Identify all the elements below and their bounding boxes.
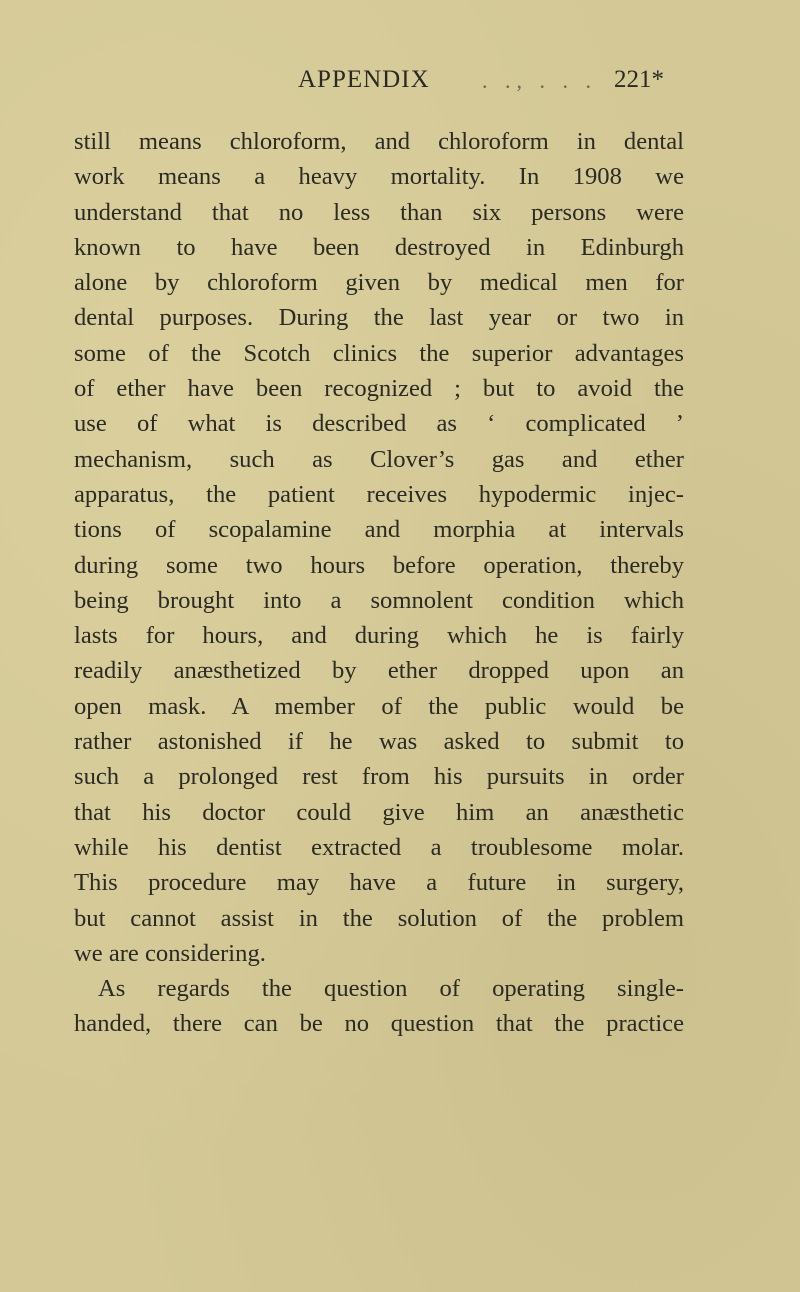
text-line: use of what is described as ‘ complicated ’ — [74, 410, 684, 438]
text-line: handed, there can be no question that the practice — [74, 1010, 684, 1038]
text-line: alone by chloroform given by medical men for — [74, 269, 684, 297]
text-line: such a prolonged rest from his pursuits in order — [74, 763, 684, 791]
text-line: apparatus, the patient receives hypodermic injec- — [74, 480, 684, 508]
text-line: mechanism, such as Clover’s gas and ether — [74, 445, 684, 473]
body-text — [74, 124, 684, 1042]
text-line: known to have been destroyed in Edinburgh — [74, 233, 684, 261]
paragraph-2 — [74, 971, 684, 1042]
text-line: As regards the question of operating single- — [98, 975, 684, 1003]
text-line: open mask. A member of the public would be — [74, 692, 684, 720]
running-head: APPENDIX — [298, 66, 430, 93]
text-line: still means chloroform, and chloroform in dental — [74, 128, 684, 155]
text-line: we are considering. — [74, 939, 266, 967]
text-line: while his dentist extracted a troublesome molar. — [74, 833, 684, 861]
page-number: 221* — [614, 66, 664, 93]
text-line: tions of scopalamine and morphia at intervals — [74, 516, 684, 544]
page-header — [0, 66, 800, 106]
text-line: This procedure may have a future in surgery, — [74, 869, 684, 897]
text-line: rather astonished if he was asked to submit to — [74, 728, 684, 756]
text-line: work means a heavy mortality. In 1908 we — [74, 163, 684, 191]
text-line: being brought into a somnolent condition which — [74, 586, 684, 614]
text-line: dental purposes. During the last year or two in — [74, 304, 684, 332]
print-specks: . ., . . . — [482, 68, 597, 93]
text-line: of ether have been recognized ; but to avoid the — [74, 375, 684, 403]
text-line: understand that no less than six persons were — [74, 198, 684, 226]
text-line: readily anæsthetized by ether dropped upon an — [74, 657, 684, 685]
text-line: during some two hours before operation, thereby — [74, 551, 684, 579]
text-line: but cannot assist in the solution of the problem — [74, 904, 684, 932]
paragraph-1 — [74, 124, 684, 971]
text-line: lasts for hours, and during which he is fairly — [74, 622, 684, 650]
text-line: some of the Scotch clinics the superior advantages — [74, 339, 684, 367]
text-line: that his doctor could give him an anæsthetic — [74, 798, 684, 826]
